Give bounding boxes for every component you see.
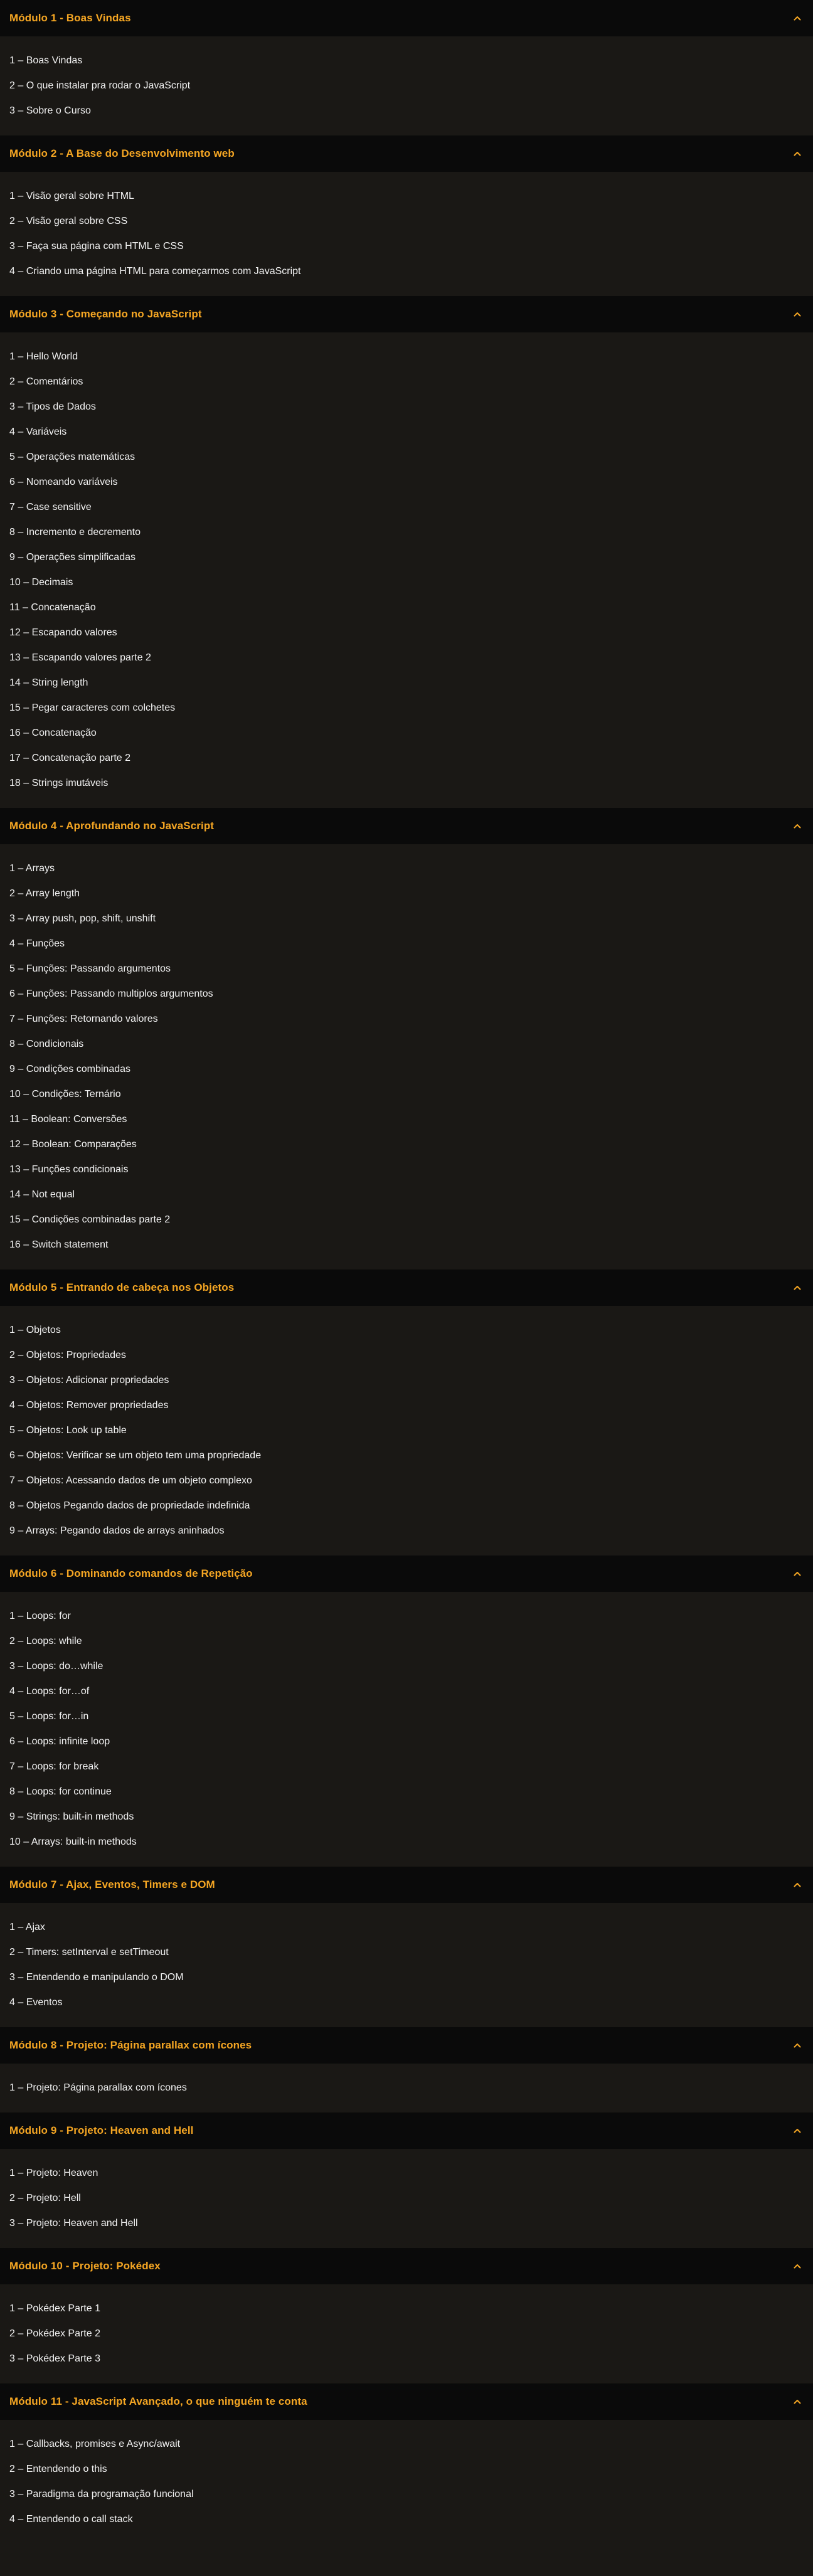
lesson-item[interactable]: 2 – O que instalar pra rodar o JavaScript — [9, 80, 191, 91]
lesson-item[interactable]: 6 – Funções: Passando multiplos argumentos — [9, 989, 213, 999]
module-section-8 — [0, 2027, 813, 2112]
chevron-up-icon[interactable] — [792, 1282, 803, 1293]
module-lessons — [0, 36, 813, 135]
chevron-up-icon[interactable] — [792, 1879, 803, 1890]
chevron-up-svg — [794, 151, 801, 156]
lesson-item[interactable]: 1 – Loops: for — [9, 1611, 71, 1621]
chevron-up-icon[interactable] — [792, 2125, 803, 2136]
module-lessons — [0, 2284, 813, 2383]
chevron-up-svg — [794, 2399, 801, 2404]
lesson-item[interactable]: 1 – Projeto: Heaven — [9, 2168, 98, 2178]
lesson-item[interactable]: 6 – Nomeando variáveis — [9, 477, 118, 487]
module-title: Módulo 1 - Boas Vindas — [9, 12, 131, 24]
lesson-item[interactable]: 10 – Condições: Ternário — [9, 1089, 121, 1100]
lesson-item[interactable]: 8 – Condicionais — [9, 1039, 84, 1049]
chevron-up-svg — [794, 1882, 801, 1887]
lesson-item[interactable]: 1 – Boas Vindas — [9, 55, 83, 66]
lesson-item[interactable]: 16 – Concatenação — [9, 728, 97, 738]
lesson-item[interactable]: 13 – Funções condicionais — [9, 1164, 129, 1175]
module-title: Módulo 4 - Aprofundando no JavaScript — [9, 820, 215, 832]
module-lessons — [0, 332, 813, 808]
lesson-item[interactable]: 6 – Loops: infinite loop — [9, 1736, 110, 1747]
chevron-up-svg — [794, 312, 801, 317]
module-header[interactable] — [0, 2248, 813, 2284]
lesson-item[interactable]: 3 – Paradigma da programação funcional — [9, 2489, 194, 2499]
module-section-6 — [0, 1556, 813, 1867]
module-header[interactable] — [0, 1867, 813, 1903]
lesson-item[interactable]: 12 – Boolean: Comparações — [9, 1139, 137, 1150]
module-lessons — [0, 1592, 813, 1867]
lesson-item[interactable]: 17 – Concatenação parte 2 — [9, 753, 131, 763]
lesson-item[interactable]: 3 – Loops: do…while — [9, 1661, 104, 1672]
chevron-up-svg — [794, 1285, 801, 1290]
chevron-up-svg — [794, 1571, 801, 1576]
lesson-item[interactable]: 10 – Arrays: built-in methods — [9, 1837, 137, 1847]
module-title: Módulo 3 - Começando no JavaScript — [9, 308, 202, 320]
lesson-item[interactable]: 2 – Pokédex Parte 2 — [9, 2328, 100, 2339]
lesson-item[interactable]: 4 – Entendendo o call stack — [9, 2514, 133, 2525]
lesson-item[interactable]: 2 – Timers: setInterval e setTimeout — [9, 1947, 169, 1958]
module-header[interactable] — [0, 808, 813, 844]
lesson-item[interactable]: 4 – Funções — [9, 938, 65, 949]
lesson-item[interactable]: 3 – Entendendo e manipulando o DOM — [9, 1972, 184, 1983]
module-lessons — [0, 2420, 813, 2544]
lesson-item[interactable]: 1 – Pokédex Parte 1 — [9, 2303, 100, 2314]
lesson-item[interactable]: 2 – Loops: while — [9, 1636, 82, 1646]
module-title: Módulo 5 - Entrando de cabeça nos Objetos — [9, 1281, 235, 1293]
lesson-item[interactable]: 3 – Sobre o Curso — [9, 105, 91, 116]
lesson-item[interactable]: 4 – Objetos: Remover propriedades — [9, 1400, 169, 1411]
module-header[interactable] — [0, 1556, 813, 1592]
chevron-up-svg — [794, 16, 801, 21]
lesson-item[interactable]: 5 – Objetos: Look up table — [9, 1425, 127, 1436]
chevron-up-icon[interactable] — [792, 820, 803, 832]
lesson-item[interactable]: 14 – Not equal — [9, 1189, 75, 1200]
lesson-item[interactable]: 1 – Visão geral sobre HTML — [9, 191, 134, 201]
lesson-item[interactable]: 1 – Arrays — [9, 863, 55, 874]
lesson-item[interactable]: 7 – Objetos: Acessando dados de um objeto complexo — [9, 1475, 252, 1486]
lesson-item[interactable]: 10 – Decimais — [9, 577, 73, 588]
chevron-up-svg — [794, 824, 801, 829]
module-title: Módulo 2 - A Base do Desenvolvimento web — [9, 147, 235, 159]
lesson-item[interactable]: 11 – Boolean: Conversões — [9, 1114, 127, 1125]
module-lessons — [0, 844, 813, 1269]
lesson-item[interactable]: 5 – Operações matemáticas — [9, 452, 136, 462]
module-title: Módulo 6 - Dominando comandos de Repetição — [9, 1567, 253, 1579]
lesson-item[interactable]: 13 – Escapando valores parte 2 — [9, 652, 151, 663]
lesson-item[interactable]: 11 – Concatenação — [9, 602, 96, 613]
chevron-up-icon[interactable] — [792, 13, 803, 24]
lesson-item[interactable]: 1 – Projeto: Página parallax com ícones — [9, 2082, 187, 2093]
chevron-up-icon[interactable] — [792, 2040, 803, 2051]
lesson-item[interactable]: 8 – Objetos Pegando dados de propriedade indefinida — [9, 1500, 250, 1511]
lesson-item[interactable]: 9 – Operações simplificadas — [9, 552, 136, 563]
lesson-item[interactable]: 14 – String length — [9, 677, 88, 688]
lesson-item[interactable]: 7 – Loops: for break — [9, 1761, 99, 1772]
lesson-item[interactable]: 1 – Hello World — [9, 351, 78, 362]
lesson-item[interactable]: 3 – Faça sua página com HTML e CSS — [9, 241, 184, 252]
module-header[interactable] — [0, 135, 813, 172]
lesson-item[interactable]: 3 – Objetos: Adicionar propriedades — [9, 1375, 169, 1386]
module-header[interactable] — [0, 1269, 813, 1306]
lesson-item[interactable]: 1 – Callbacks, promises e Async/await — [9, 2439, 181, 2449]
lesson-item[interactable]: 8 – Loops: for continue — [9, 1786, 112, 1797]
lesson-item[interactable]: 4 – Criando uma página HTML para começarmos com JavaScript — [9, 266, 301, 277]
lesson-item[interactable]: 4 – Eventos — [9, 1997, 63, 2008]
lesson-item[interactable]: 9 – Condições combinadas — [9, 1064, 131, 1074]
lesson-item[interactable]: 2 – Visão geral sobre CSS — [9, 216, 128, 226]
lesson-item[interactable]: 12 – Escapando valores — [9, 627, 117, 638]
module-lessons — [0, 2064, 813, 2112]
module-section-7 — [0, 1867, 813, 2027]
module-section-3 — [0, 296, 813, 808]
lesson-item[interactable]: 9 – Strings: built-in methods — [9, 1811, 134, 1822]
lesson-item[interactable]: 2 – Objetos: Propriedades — [9, 1350, 126, 1360]
lesson-item[interactable]: 2 – Comentários — [9, 376, 83, 387]
lesson-item[interactable]: 2 – Projeto: Hell — [9, 2193, 81, 2203]
module-title: Módulo 10 - Projeto: Pokédex — [9, 2260, 161, 2272]
lesson-item[interactable]: 3 – Array push, pop, shift, unshift — [9, 913, 156, 924]
module-lessons — [0, 1903, 813, 2027]
module-header[interactable] — [0, 2112, 813, 2149]
lesson-item[interactable]: 3 – Tipos de Dados — [9, 401, 96, 412]
chevron-up-svg — [794, 2128, 801, 2133]
lesson-item[interactable]: 16 – Switch statement — [9, 1239, 109, 1250]
module-title: Módulo 7 - Ajax, Eventos, Timers e DOM — [9, 1879, 215, 1890]
lesson-item[interactable]: 3 – Projeto: Heaven and Hell — [9, 2218, 138, 2229]
module-header[interactable] — [0, 2383, 813, 2420]
lesson-item[interactable]: 3 – Pokédex Parte 3 — [9, 2353, 100, 2364]
lesson-item[interactable]: 1 – Objetos — [9, 1325, 61, 1335]
module-section-11 — [0, 2383, 813, 2544]
chevron-up-svg — [794, 2043, 801, 2048]
module-header[interactable] — [0, 296, 813, 332]
lesson-item[interactable]: 18 – Strings imutáveis — [9, 778, 109, 788]
module-header[interactable] — [0, 0, 813, 36]
module-lessons — [0, 2149, 813, 2248]
chevron-up-icon[interactable] — [792, 309, 803, 320]
chevron-up-svg — [794, 2264, 801, 2269]
module-header[interactable] — [0, 2027, 813, 2064]
module-section-2 — [0, 135, 813, 296]
module-section-4 — [0, 808, 813, 1269]
lesson-item[interactable]: 15 – Pegar caracteres com colchetes — [9, 702, 176, 713]
module-title: Módulo 9 - Projeto: Heaven and Hell — [9, 2124, 194, 2136]
lesson-item[interactable]: 6 – Objetos: Verificar se um objeto tem uma propriedade — [9, 1450, 262, 1461]
lesson-item[interactable]: 15 – Condições combinadas parte 2 — [9, 1214, 171, 1225]
lesson-item[interactable]: 2 – Entendendo o this — [9, 2464, 107, 2474]
chevron-up-icon[interactable] — [792, 2261, 803, 2272]
lesson-item[interactable]: 4 – Variáveis — [9, 427, 67, 437]
chevron-up-icon[interactable] — [792, 2396, 803, 2407]
module-section-5 — [0, 1269, 813, 1556]
lesson-item[interactable]: 2 – Array length — [9, 888, 80, 899]
lesson-item[interactable]: 4 – Loops: for…of — [9, 1686, 90, 1697]
lesson-item[interactable]: 7 – Funções: Retornando valores — [9, 1014, 158, 1024]
chevron-up-icon[interactable] — [792, 148, 803, 159]
lesson-item[interactable]: 8 – Incremento e decremento — [9, 527, 141, 538]
module-section-1 — [0, 0, 813, 135]
chevron-up-icon[interactable] — [792, 1568, 803, 1579]
lesson-item[interactable]: 7 – Case sensitive — [9, 502, 92, 512]
lesson-item[interactable]: 5 – Loops: for…in — [9, 1711, 89, 1722]
lesson-item[interactable]: 5 – Funções: Passando argumentos — [9, 963, 171, 974]
module-section-10 — [0, 2248, 813, 2383]
module-title: Módulo 11 - JavaScript Avançado, o que ninguém te conta — [9, 2395, 307, 2407]
lesson-item[interactable]: 9 – Arrays: Pegando dados de arrays aninhados — [9, 1525, 225, 1536]
lesson-item[interactable]: 1 – Ajax — [9, 1922, 45, 1932]
module-section-9 — [0, 2112, 813, 2248]
module-lessons — [0, 1306, 813, 1556]
module-title: Módulo 8 - Projeto: Página parallax com ícones — [9, 2039, 252, 2051]
module-lessons — [0, 172, 813, 296]
